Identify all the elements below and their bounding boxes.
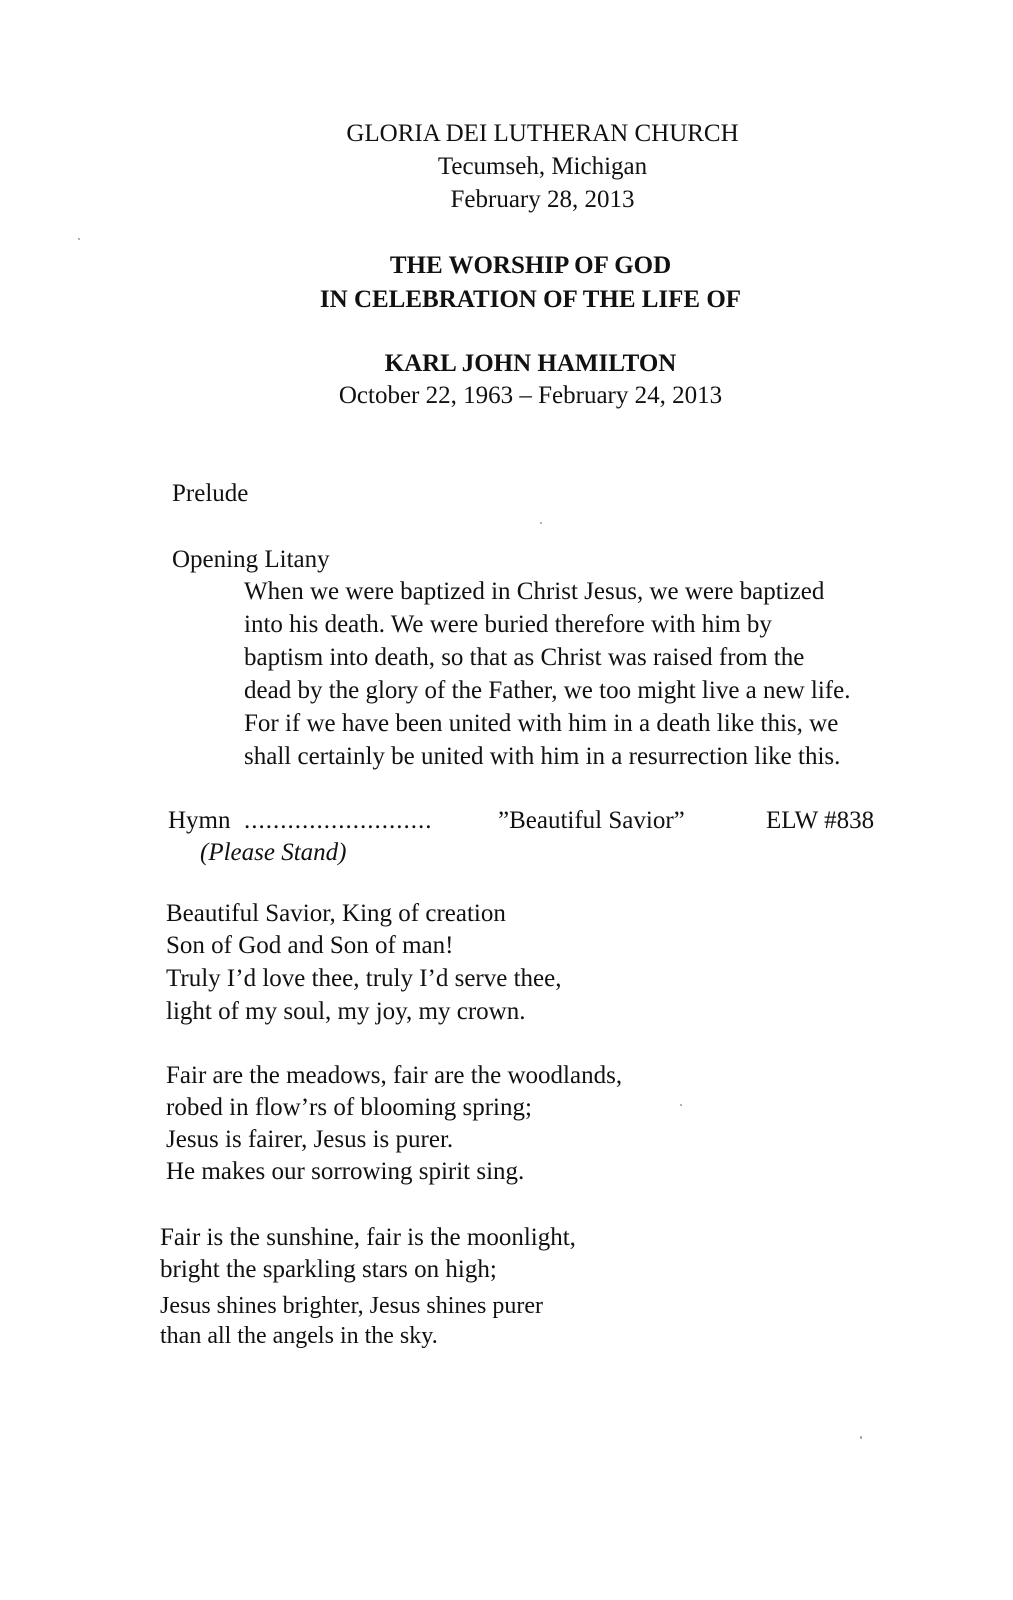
service-date: February 28, 2013 [450,186,635,213]
hymn-verse-3-line: than all the angels in the sky. [160,1323,438,1349]
service-title-line-2: IN CELEBRATION OF THE LIFE OF [319,286,742,313]
scan-speck [860,1436,862,1439]
hymn-number: ELW #838 [766,807,875,834]
hymn-label: Hymn [168,807,231,834]
hymn-listing [168,805,898,837]
opening-litany-heading: Opening Litany [172,546,330,573]
scan-speck [680,1104,682,1106]
hymn-title: ”Beautiful Savior” [498,807,685,834]
hymn-verse-1-line: Truly I’d love thee, truly I’d serve thee, [166,965,562,992]
hymn-verse-2-line: He makes our sorrowing spirit sing. [166,1158,525,1185]
service-title-line-1: THE WORSHIP OF GOD [389,252,672,279]
litany-line: dead by the glory of the Father, we too might live a new life. [244,677,851,704]
hymn-verse-3-line: Fair is the sunshine, fair is the moonlight, [160,1224,576,1251]
deceased-name: KARL JOHN HAMILTON [384,350,677,377]
hymn-verse-1-line: Beautiful Savior, King of creation [166,900,506,927]
litany-line: For if we have been united with him in a death like this, we [244,710,839,737]
litany-line: into his death. We were buried therefore with him by [244,611,772,638]
hymn-verse-2-line: robed in flow’rs of blooming spring; [166,1094,532,1121]
hymn-verse-1-line: light of my soul, my joy, my crown. [166,998,526,1025]
hymn-verse-2-line: Fair are the meadows, fair are the woodlands, [166,1062,623,1089]
scan-speck [78,238,80,240]
litany-line: shall certainly be united with him in a resurrection like this. [244,743,841,770]
litany-line: When we were baptized in Christ Jesus, we were baptized [244,578,825,605]
church-name: GLORIA DEI LUTHERAN CHURCH [346,120,739,147]
prelude-heading: Prelude [172,480,249,507]
life-dates: October 22, 1963 – February 24, 2013 [338,382,723,409]
hymn-verse-3-line: bright the sparkling stars on high; [160,1256,497,1283]
litany-line: baptism into death, so that as Christ was raised from the [244,644,805,671]
hymn-verse-2-line: Jesus is fairer, Jesus is purer. [166,1126,454,1153]
hymn-verse-3-line: Jesus shines brighter, Jesus shines purer [160,1293,543,1319]
hymn-dot-leader: .......................... [244,807,433,834]
please-stand-instruction: (Please Stand) [200,839,347,866]
church-location: Tecumseh, Michigan [437,153,648,180]
scan-speck [540,522,542,524]
hymn-verse-1-line: Son of God and Son of man! [166,932,454,959]
